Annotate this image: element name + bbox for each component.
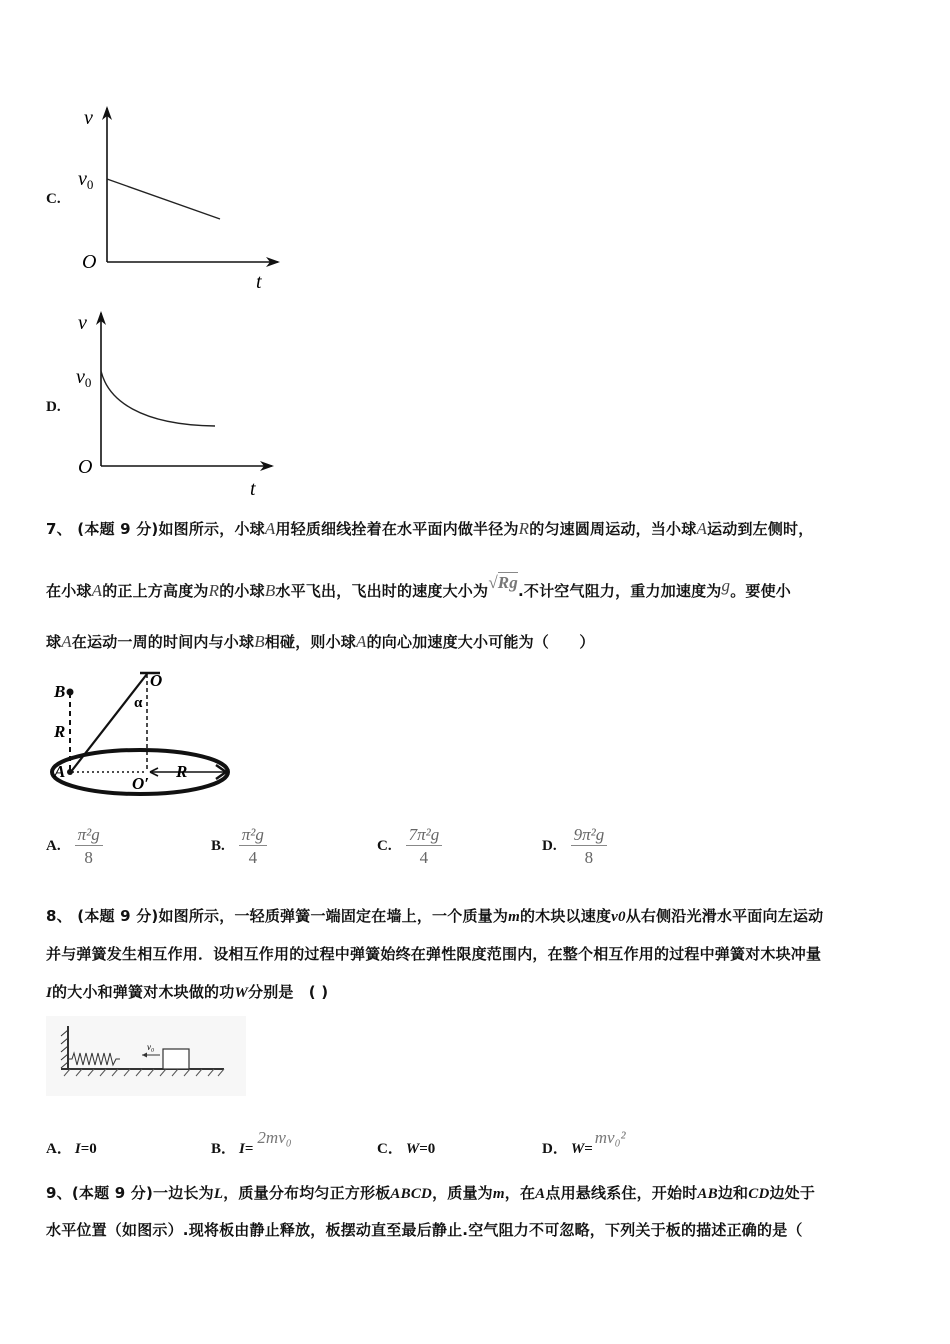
graph-d-velocity-time bbox=[70, 305, 290, 500]
option-c-label: C. bbox=[46, 191, 61, 207]
q7-line-1: 7、 (本题 9 分)如图所示，小球A用轻质细线拴着在水平面内做半径为R的匀速圆周运动，当小球A运动到左侧时， bbox=[46, 519, 814, 538]
graph-d-v0-label: $v_0$ bbox=[76, 366, 92, 390]
q8-label-v0: v₀ bbox=[147, 1042, 155, 1052]
graph-c-x-label: t bbox=[256, 271, 262, 293]
q7-option-d-fraction: $\frac{\text{9π²g}}{8}$ bbox=[571, 826, 608, 866]
q8-line-1: 8、 (本题 9 分)如图所示，一轻质弹簧一端固定在墙上，一个质量为m的木块以速度v0从右侧沿光滑水平面向左运动 bbox=[46, 907, 824, 925]
q8-figure-spring-block bbox=[46, 1016, 246, 1096]
q8-option-b[interactable]: B． I = 2mv₀ bbox=[211, 1128, 292, 1157]
q7-label-r-horizontal: R bbox=[176, 762, 188, 781]
graph-c-decreasing-line bbox=[107, 179, 220, 219]
q7-option-a-fraction: $\frac{\text{π²g}}{8}$ bbox=[75, 826, 103, 866]
q7-line-2: 在小球A的正上方高度为R的小球B水平飞出，飞出时的速度大小为√Rg.不计空气阻力，重力加速度为g。要使小 bbox=[46, 573, 792, 600]
q7-line-3: 球A在运动一周的时间内与小球B相碰，则小球A的向心加速度大小可能为（ ） bbox=[46, 632, 595, 651]
graph-c-v0-label: $v_0$ bbox=[78, 168, 94, 192]
q8-block bbox=[163, 1049, 189, 1069]
q7-label-o-prime: O′ bbox=[132, 774, 150, 793]
q8-line-3: I的大小和弹簧对木块做的功W分别是 ( ) bbox=[46, 983, 329, 1001]
q7-ball-a bbox=[67, 769, 73, 775]
q8-option-c[interactable]: C． W =0 bbox=[377, 1141, 436, 1157]
q7-option-b[interactable]: B. $\frac{\text{π²g}}{4}$ bbox=[211, 826, 267, 866]
q7-label-b: B bbox=[54, 682, 66, 701]
q7-string bbox=[70, 674, 147, 773]
q7-label-o: O bbox=[150, 671, 163, 690]
q8-line-2: 并与弹簧发生相互作用．设相互作用的过程中弹簧始终在弹性限度范围内，在整个相互作用的过程中弹簧对木块冲量 bbox=[46, 945, 822, 963]
q7-label-r-vertical: R bbox=[54, 722, 66, 741]
q7-label-alpha: α bbox=[134, 695, 143, 711]
q7-option-a[interactable]: A. $\frac{\text{π²g}}{8}$ bbox=[46, 826, 103, 866]
graph-d-origin-label: O bbox=[78, 456, 93, 478]
q8-option-a[interactable]: A． I =0 bbox=[46, 1141, 97, 1157]
q7-option-b-fraction: $\frac{\text{π²g}}{4}$ bbox=[239, 826, 267, 866]
q8-option-d[interactable]: D． W = mv₀² bbox=[542, 1128, 626, 1157]
q9-line-2: 水平位置（如图示）.现将板由静止释放，板摆动直至最后静止.空气阻力不可忽略，下列关于板的描述正确的是（ bbox=[46, 1221, 803, 1239]
option-d-label: D. bbox=[46, 399, 61, 415]
sqrt-rg: √Rg bbox=[488, 573, 518, 592]
q7-ball-b bbox=[67, 689, 74, 696]
graph-d-y-label: v bbox=[78, 312, 87, 334]
graph-d-x-label: t bbox=[250, 478, 256, 500]
q7-label-a: A bbox=[54, 762, 66, 781]
q7-figure-conical-pendulum bbox=[46, 665, 236, 800]
q7-option-d[interactable]: D. $\frac{\text{9π²g}}{8}$ bbox=[542, 826, 607, 866]
q7-option-c[interactable]: C. $\frac{\text{7π²g}}{4}$ bbox=[377, 826, 442, 866]
graph-c-y-label: v bbox=[84, 107, 93, 129]
graph-c-velocity-time bbox=[70, 100, 290, 300]
q7-option-c-fraction: $\frac{\text{7π²g}}{4}$ bbox=[406, 826, 443, 866]
graph-c-origin-label: O bbox=[82, 251, 97, 273]
q9-line-1: 9、(本题 9 分)一边长为L，质量分布均匀正方形板ABCD，质量为m，在A点用悬线系住，开始时AB边和CD边处于 bbox=[46, 1184, 816, 1202]
graph-d-decay-curve bbox=[101, 371, 215, 426]
